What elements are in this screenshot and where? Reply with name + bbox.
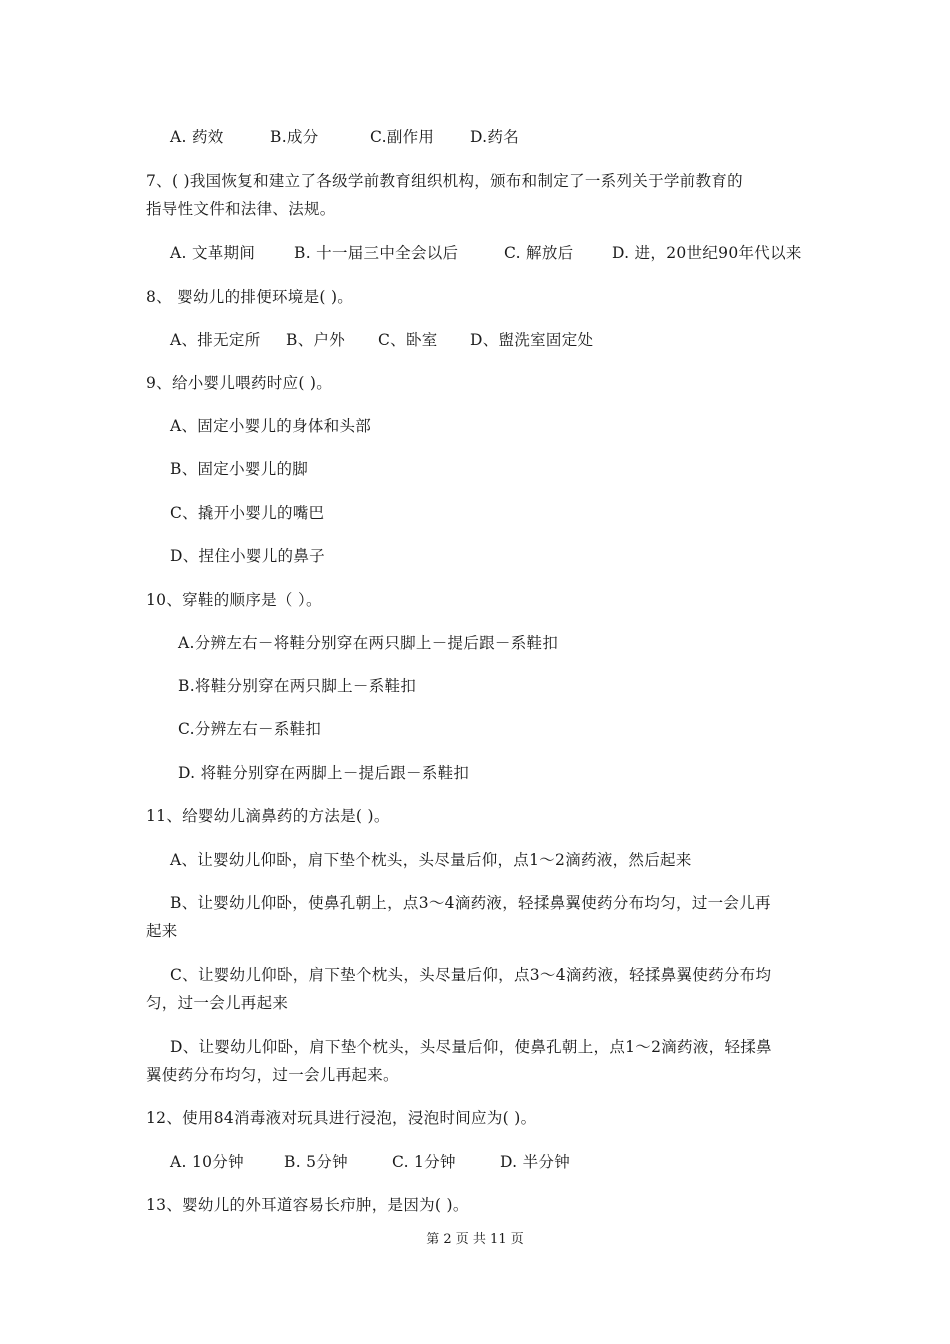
q11-option-d-line2: 翼使药分布均匀，过一会儿再起来。 (146, 1066, 399, 1084)
q7-option-b: B. 十一届三中全会以后 (294, 244, 459, 262)
q12-option-d: D. 半分钟 (500, 1153, 571, 1171)
q6-option-d: D.药名 (470, 128, 520, 146)
q7-options (170, 243, 802, 263)
q11-option-d-line1: D、让婴幼儿仰卧，肩下垫个枕头，头尽量后仰，使鼻孔朝上，点1～2滴药液，轻揉鼻 (170, 1038, 772, 1056)
q11-option-c-line2: 匀，过一会儿再起来 (146, 994, 289, 1012)
q8-option-d: D、盥洗室固定处 (470, 331, 594, 349)
q8-option-c: C、卧室 (378, 331, 438, 349)
q7-option-a: A. 文革期间 (170, 244, 256, 262)
q6-option-a: A. 药效 (170, 128, 224, 146)
q9-option-d: D、捏住小婴儿的鼻子 (170, 547, 325, 565)
q8-option-a: A、排无定所 (170, 331, 261, 349)
q11-option-b-line1: B、让婴幼儿仰卧，使鼻孔朝上，点3～4滴药液，轻揉鼻翼使药分布均匀，过一会儿再 (170, 894, 771, 912)
q8-options (170, 330, 593, 350)
q13-stem: 13、婴幼儿的外耳道容易长疖肿，是因为( )。 (146, 1196, 469, 1214)
q10-option-d: D. 将鞋分别穿在两脚上－提后跟－系鞋扣 (178, 764, 470, 782)
q12-option-a: A. 10分钟 (170, 1153, 244, 1171)
q10-option-c: C.分辨左右－系鞋扣 (178, 720, 322, 738)
q9-option-a: A、固定小婴儿的身体和头部 (170, 417, 372, 435)
q12-option-c: C. 1分钟 (392, 1153, 456, 1171)
q9-option-b: B、固定小婴儿的脚 (170, 460, 309, 478)
page-footer: 第 2 页 共 11 页 (426, 1232, 524, 1247)
q9-stem: 9、给小婴儿喂药时应( )。 (146, 374, 333, 392)
q9-option-c: C、撬开小婴儿的嘴巴 (170, 504, 325, 522)
q7-option-d: D. 进，20世纪90年代以来 (612, 244, 802, 262)
q10-stem: 10、穿鞋的顺序是（ ）。 (146, 591, 322, 609)
q6-option-b: B.成分 (270, 128, 319, 146)
q12-stem: 12、使用84消毒液对玩具进行浸泡，浸泡时间应为( )。 (146, 1109, 537, 1127)
q7-stem-line1: 7、( )我国恢复和建立了各级学前教育组织机构，颁布和制定了一系列关于学前教育的 (146, 172, 743, 190)
q11-option-a: A、让婴幼儿仰卧，肩下垫个枕头，头尽量后仰，点1～2滴药液，然后起来 (170, 851, 692, 869)
q8-option-b: B、户外 (286, 331, 346, 349)
q10-option-b: B.将鞋分别穿在两只脚上－系鞋扣 (178, 677, 417, 695)
q6-options (170, 127, 519, 147)
q7-option-c: C. 解放后 (504, 244, 574, 262)
q10-option-a: A.分辨左右－将鞋分别穿在两只脚上－提后跟－系鞋扣 (178, 634, 559, 652)
q11-option-c-line1: C、让婴幼儿仰卧，肩下垫个枕头，头尽量后仰，点3～4滴药液，轻揉鼻翼使药分布均 (170, 966, 772, 984)
q8-stem: 8、 婴幼儿的排便环境是( )。 (146, 288, 354, 306)
q7-stem-line2: 指导性文件和法律、法规。 (146, 200, 336, 218)
q12-option-b: B. 5分钟 (284, 1153, 348, 1171)
q6-option-c: C.副作用 (370, 128, 435, 146)
q11-option-b-line2: 起来 (146, 922, 178, 940)
q12-options (170, 1152, 570, 1172)
q11-stem: 11、给婴幼儿滴鼻药的方法是( )。 (146, 807, 390, 825)
